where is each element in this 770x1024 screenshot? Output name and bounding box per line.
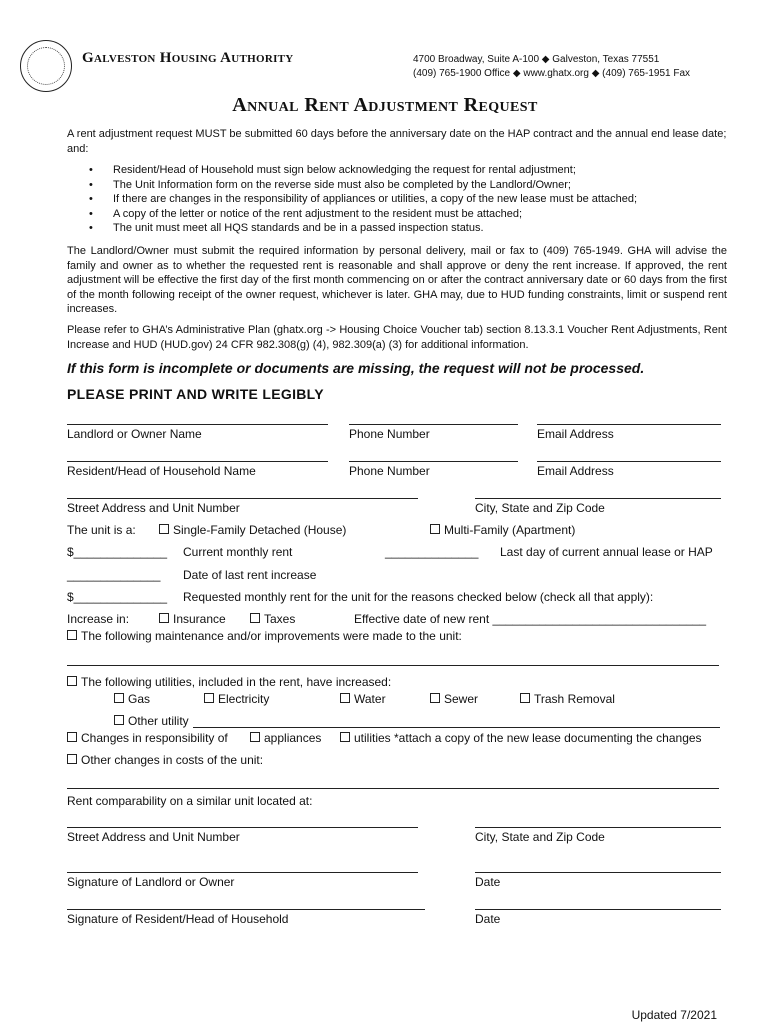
maintenance-details-field[interactable] — [67, 665, 719, 666]
trash-removal-option[interactable]: Trash Removal — [520, 692, 615, 706]
checkbox-icon[interactable] — [250, 732, 260, 742]
requirement-item: • Resident/Head of Household must sign below acknowledging the request for rental adjustment; — [67, 163, 727, 178]
print-legibly-heading: PLEASE PRINT AND WRITE LEGIBLY — [67, 386, 324, 402]
comparable-street-field[interactable] — [67, 827, 418, 828]
organization-contact: (409) 765-1900 Office ◆ www.ghatx.org ◆ (409) 765-1951 Fax — [413, 68, 691, 79]
checkbox-icon[interactable] — [159, 524, 169, 534]
requirement-item: • A copy of the letter or notice of the rent adjustment to the resident must be attached; — [67, 207, 727, 222]
city-state-zip-field[interactable] — [475, 498, 721, 499]
comparability-label: Rent comparability on a similar unit located at: — [67, 794, 313, 808]
landlord-phone-field[interactable] — [349, 424, 518, 425]
other-utility-option[interactable]: Other utility — [114, 714, 189, 728]
comparable-city-field[interactable] — [475, 827, 721, 828]
checkbox-icon[interactable] — [250, 613, 260, 623]
landlord-email-field[interactable] — [537, 424, 721, 425]
unit-type-label: The unit is a: — [67, 523, 136, 537]
landlord-email-label: Email Address — [537, 427, 614, 441]
checkbox-icon[interactable] — [67, 732, 77, 742]
landlord-phone-label: Phone Number — [349, 427, 430, 441]
checkbox-icon[interactable] — [430, 524, 440, 534]
organization-name: Galveston Housing Authority — [82, 50, 294, 66]
updated-date: Updated 7/2021 — [631, 1008, 717, 1022]
utilities-attach-option[interactable]: utilities *attach a copy of the new lease documenting the changes — [340, 731, 702, 745]
landlord-date-field[interactable] — [475, 872, 721, 873]
last-increase-label: Date of last rent increase — [183, 568, 317, 582]
checkbox-icon[interactable] — [520, 693, 530, 703]
current-rent-field[interactable]: $______________ — [67, 545, 168, 559]
incomplete-warning: If this form is incomplete or documents are missing, the request will not be processed. — [67, 360, 645, 376]
multi-family-option[interactable]: Multi-Family (Apartment) — [430, 523, 575, 537]
resident-email-label: Email Address — [537, 464, 614, 478]
landlord-date-label: Date — [475, 875, 501, 889]
utilities-option[interactable]: The following utilities, included in the rent, have increased: — [67, 675, 391, 689]
requested-rent-label: Requested monthly rent for the unit for the reasons checked below (check all that apply): — [183, 590, 654, 604]
resident-phone-field[interactable] — [349, 461, 518, 462]
street-address-label: Street Address and Unit Number — [67, 501, 240, 515]
maintenance-option[interactable]: The following maintenance and/or improvements were made to the unit: — [67, 629, 462, 643]
gha-seal-logo — [20, 40, 72, 92]
requirement-item: • If there are changes in the responsibility of appliances or utilities, a copy of the new lease must be attached; — [67, 192, 727, 207]
comparable-street-label: Street Address and Unit Number — [67, 830, 240, 844]
checkbox-icon[interactable] — [159, 613, 169, 623]
last-day-label: Last day of current annual lease or HAP — [500, 545, 713, 559]
checkbox-icon[interactable] — [114, 715, 124, 725]
last-increase-field[interactable]: ______________ — [67, 568, 161, 582]
changes-responsibility-option[interactable]: Changes in responsibility of — [67, 731, 228, 745]
other-utility-field[interactable] — [193, 727, 720, 728]
checkbox-icon[interactable] — [204, 693, 214, 703]
resident-signature-label: Signature of Resident/Head of Household — [67, 912, 289, 926]
sewer-option[interactable]: Sewer — [430, 692, 478, 706]
street-address-field[interactable] — [67, 498, 418, 499]
checkbox-icon[interactable] — [114, 693, 124, 703]
requested-rent-field[interactable]: $______________ — [67, 590, 168, 604]
resident-name-field[interactable] — [67, 461, 328, 462]
checkbox-icon[interactable] — [430, 693, 440, 703]
landlord-name-field[interactable] — [67, 424, 328, 425]
checkbox-icon[interactable] — [67, 630, 77, 640]
effective-date-field[interactable]: Effective date of new rent ________________________________ — [354, 612, 707, 626]
city-state-zip-label: City, State and Zip Code — [475, 501, 605, 515]
insurance-option[interactable]: Insurance — [159, 612, 226, 626]
other-costs-option[interactable]: Other changes in costs of the unit: — [67, 753, 263, 767]
landlord-signature-field[interactable] — [67, 872, 418, 873]
water-option[interactable]: Water — [340, 692, 386, 706]
reference-paragraph: Please refer to GHA’s Administrative Plan (ghatx.org -> Housing Choice Voucher tab) section 8.13.3.1 Voucher Rent Adjustments, Rent Increase and HUD (HUD.gov) 24 CFR 982.308(g) (4), 982.309(a) (3) for additional information. — [67, 324, 727, 351]
organization-address: 4700 Broadway, Suite A-100 ◆ Galveston, Texas 77551 — [413, 54, 660, 65]
single-family-option[interactable]: Single-Family Detached (House) — [159, 523, 346, 537]
resident-email-field[interactable] — [537, 461, 721, 462]
resident-signature-field[interactable] — [67, 909, 425, 910]
requirements-list — [67, 163, 727, 236]
last-day-field[interactable]: ______________ — [385, 545, 479, 559]
resident-phone-label: Phone Number — [349, 464, 430, 478]
checkbox-icon[interactable] — [340, 693, 350, 703]
checkbox-icon[interactable] — [67, 676, 77, 686]
resident-date-label: Date — [475, 912, 501, 926]
increase-in-label: Increase in: — [67, 612, 130, 626]
form-title: Annual Rent Adjustment Request — [232, 94, 538, 116]
landlord-signature-label: Signature of Landlord or Owner — [67, 875, 235, 889]
comparable-city-label: City, State and Zip Code — [475, 830, 605, 844]
requirement-item: • The unit must meet all HQS standards and be in a passed inspection status. — [67, 221, 727, 236]
landlord-name-label: Landlord or Owner Name — [67, 427, 202, 441]
taxes-option[interactable]: Taxes — [250, 612, 295, 626]
resident-name-label: Resident/Head of Household Name — [67, 464, 256, 478]
gas-option[interactable]: Gas — [114, 692, 150, 706]
resident-date-field[interactable] — [475, 909, 721, 910]
electricity-option[interactable]: Electricity — [204, 692, 269, 706]
other-costs-field[interactable] — [67, 788, 719, 789]
submission-paragraph: The Landlord/Owner must submit the required information by personal delivery, mail or fax to (409) 765-1949. GHA will advise the family and owner as to whether the requested rent is reasonable and shall approve or deny the rent increase. If approved, the rent adjustment will be effective the first day of the first month commencing on or after the contract anniversary date or 60 days from the first of the month following receipt of the owner request, whichever is later. GHA may, due to HUD funding constraints, limit or suspend rent increases. — [67, 245, 727, 315]
intro-paragraph: A rent adjustment request MUST be submitted 60 days before the anniversary date on the HAP contract and the annual end lease date; and: — [67, 128, 727, 155]
checkbox-icon[interactable] — [340, 732, 350, 742]
requirement-item: • The Unit Information form on the reverse side must also be completed by the Landlord/Owner; — [67, 178, 727, 193]
checkbox-icon[interactable] — [67, 754, 77, 764]
appliances-option[interactable]: appliances — [250, 731, 321, 745]
current-rent-label: Current monthly rent — [183, 545, 293, 559]
